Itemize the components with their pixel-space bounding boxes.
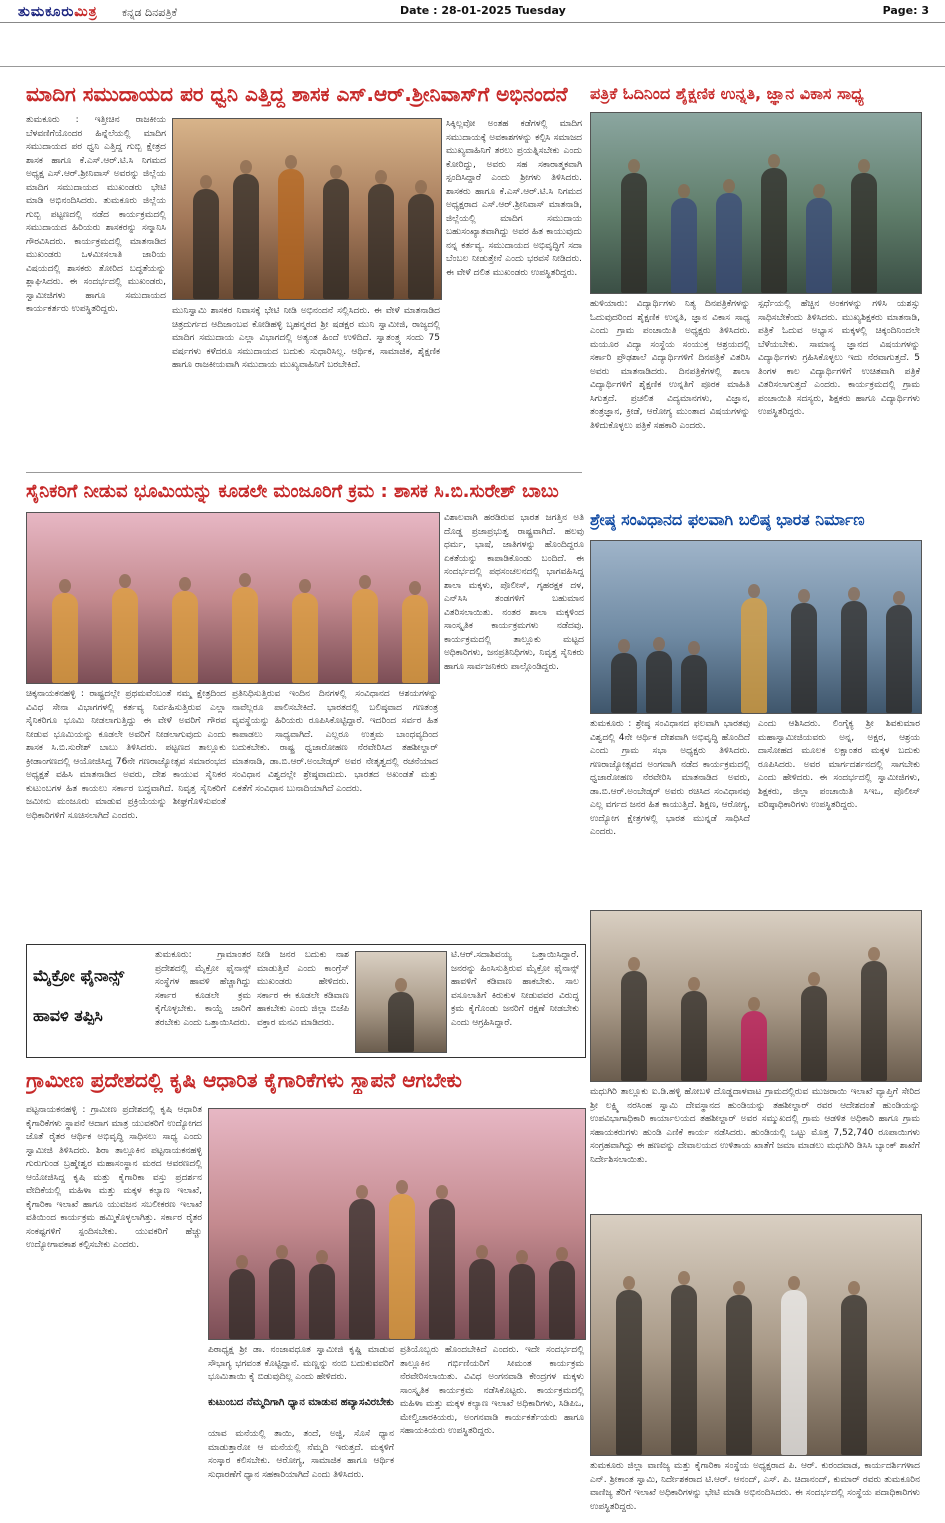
article4-headline: ಶ್ರೇಷ್ಠ ಸಂವಿಧಾನದ ಫಲವಾಗಿ ಬಲಿಷ್ಠ ಭಾರತ ನಿರ್ಮಾಣ — [590, 510, 865, 529]
page-number: Page: 3 — [882, 4, 929, 17]
article6-col2b: ಯಾವ ಮನೆಯಲ್ಲಿ ತಾಯಿ, ತಂದೆ, ಅಜ್ಜಿ, ಸೊಸೆ ಧ್ಯಾನ ಮಾಡುತ್ತಾರೋ ಆ ಮನೆಯಲ್ಲಿ ನೆಮ್ಮದಿ ಇರುತ್ತದೆ. ಮಕ್ಕಳಿಗೆ ಸಂಸ್ಕಾರ ಕಲಿಸಬೇಕು. ಆರೋಗ್ಯ, ಸಾಮಾಜಿಕ ಹಾಗೂ ಆರ್ಥಿಕ ಸುಧಾರಣೆಗೆ ಧ್ಯಾನ ಸಹಕಾರಿಯಾಗಿದೆ ಎಂದು ತಿಳಿಸಿದರು. — [208, 1429, 394, 1480]
article4-photo-ceremony — [590, 540, 922, 714]
article1-col1: ತುಮಕೂರು : ಇತ್ತೀಚಿನ ರಾಜಕೀಯ ಬೆಳವಣಿಗೆಯೊಂದರ ಹಿನ್ನೆಲೆಯಲ್ಲಿ ಮಾದಿಗ ಸಮುದಾಯದ ಪರ ಧ್ವನಿ ಎತ್ತಿದ್ದ ಗುಬ್ಬಿ ಕ್ಷೇತ್ರದ ಶಾಸಕ ಹಾಗೂ ಕೆ.ಎಸ್.ಆರ್.ಟಿ.ಸಿ ನಿಗಮದ ಅಧ್ಯಕ್ಷ ಎಸ್.ಆರ್.ಶ್ರೀನಿವಾಸ್ ಅವರನ್ನು ಜಿಲ್ಲೆಯ ಮಾದಿಗ ಸಮುದಾಯದ ಮುಖಂಡರು ಭೇಟಿ ಮಾಡಿ ಅಭಿನಂದಿಸಿದರು. ತುಮಕೂರು ಜಿಲ್ಲೆಯ ಗುಬ್ಬಿ ಪಟ್ಟಣದಲ್ಲಿ ನಡೆದ ಕಾರ್ಯಕ್ರಮದಲ್ಲಿ ಸಮುದಾಯದ ಹಿರಿಯರು ಶಾಸಕರನ್ನು ಸನ್ಮಾನಿಸಿ ಗೌರವಿಸಿದರು. ಕಾರ್ಯಕ್ರಮದಲ್ಲಿ ಮಾತನಾಡಿದ ಮುಖಂಡರು ಒಳಮೀಸಲಾತಿ ಜಾರಿಯ ವಿಷಯದಲ್ಲಿ ಶಾಸಕರು ತೋರಿದ ಬದ್ಧತೆಯನ್ನು ಶ್ಲಾಘಿಸಿದರು. ಈ ಸಂದರ್ಭದಲ್ಲಿ ಮುಖಂಡರು, ಸ್ವಾಮೀಜಿಗಳು ಹಾಗೂ ಸಮುದಾಯದ ಕಾರ್ಯಕರ್ತರು ಉಪಸ್ಥಿತರಿದ್ದರು. — [26, 115, 166, 314]
article1-col3: ಸಿಕ್ಕಿಲ್ಲವೋ ಅಂತಹ ಕಡೆಗಳಲ್ಲಿ ಮಾದಿಗ ಸಮುದಾಯಕ್ಕೆ ಅವಕಾಶಗಳನ್ನು ಕಲ್ಪಿಸಿ ಸಮಾಜದ ಮುಖ್ಯವಾಹಿನಿಗೆ ತರಲು ಪ್ರಯತ್ನಿಸಬೇಕು ಎಂದು ಕೋರಿದ್ದು, ಅವರು ಸಹ ಸಕಾರಾತ್ಮಕವಾಗಿ ಸ್ಪಂದಿಸಿದ್ದಾರೆ ಎಂದು ಶ್ರೀಗಳು ತಿಳಿಸಿದರು. ಶಾಸಕರು ಹಾಗೂ ಕೆ.ಎಸ್.ಆರ್.ಟಿ.ಸಿ ನಿಗಮದ ಅಧ್ಯಕ್ಷರಾದ ಎಸ್.ಆರ್.ಶ್ರೀನಿವಾಸ್ ಮಾತನಾಡಿ, ಜಿಲ್ಲೆಯಲ್ಲಿ ಮಾದಿಗ ಸಮುದಾಯ ಬಹುಸಂಖ್ಯಾತವಾಗಿದ್ದು ಅವರ ಹಿತ ಕಾಯುವುದು ನನ್ನ ಕರ್ತವ್ಯ. ಸಮುದಾಯದ ಅಭಿವೃದ್ಧಿಗೆ ಸದಾ ಬೆಂಬಲ ನೀಡುತ್ತೇನೆ ಎಂದು ಭರವಸೆ ನೀಡಿದರು. ಈ ವೇಳೆ ದಲಿತ ಮುಖಂಡರು ಉಪಸ್ಥಿತರಿದ್ದರು. — [446, 119, 582, 278]
microfinance-box — [26, 944, 586, 1058]
microfinance-col1: ತುಮಕೂರು: ಗ್ರಾಮಾಂತರ ಪ್ರದೇಶದಲ್ಲಿ ಮೈಕ್ರೋ ಫೈನಾನ್ಸ್ ಸಂಸ್ಥೆಗಳ ಹಾವಳಿ ಹೆಚ್ಚಾಗಿದ್ದು ಸರ್ಕಾರ ಕೂಡಲೇ ಕ್ರಮ ಕೈಗೊಳ್ಳಬೇಕು. ಕಾಯ್ದೆ ಜಾರಿಗೆ ತರಬೇಕು ಎಂದು ಒತ್ತಾಯಿಸಿದರು. — [155, 950, 251, 1028]
masthead-subtitle: ಕನ್ನಡ ದಿನಪತ್ರಿಕೆ — [122, 6, 178, 19]
hundi-photo — [590, 910, 922, 1082]
microfinance-headline-2: ಹಾವಳಿ ತಪ್ಪಿಸಿ — [33, 1006, 103, 1025]
article1-col2: ಮುನಿಸ್ವಾಮಿ ಶಾಸಕರ ನಿವಾಸಕ್ಕೆ ಭೇಟಿ ನೀಡಿ ಅಭಿನಂದನೆ ಸಲ್ಲಿಸಿದರು. ಈ ವೇಳೆ ಮಾತನಾಡಿದ ಚಿತ್ರದುರ್ಗದ ಆದಿಜಾಂಬವ ಕೋಡಿಹಳ್ಳಿ ಬೃಹನ್ಮಠದ ಶ್ರೀ ಷಡಕ್ಷರ ಮುನಿ ಸ್ವಾಮೀಜಿ, ರಾಜ್ಯದಲ್ಲಿ ಮಾದಿಗ ಸಮುದಾಯ ಎಲ್ಲಾ ವಿಭಾಗದಲ್ಲಿ ಅತ್ಯಂತ ಹಿಂದೆ ಉಳಿದಿದೆ. ಸ್ವಾತಂತ್ರ್ಯ ಸಂದು 75 ವರ್ಷಗಳು ಕಳೆದರೂ ಸಮುದಾಯದ ಬದುಕು ಸುಧಾರಿಸಿಲ್ಲ. ಆರ್ಥಿಕ, ಸಾಮಾಜಿಕ, ಶೈಕ್ಷಣಿಕ ಹಾಗೂ ರಾಜಕೀಯವಾಗಿ ಸಮುದಾಯ ಮುಖ್ಯವಾಹಿನಿಗೆ ಬರಬೇಕಿದೆ. — [172, 306, 440, 370]
masthead — [0, 0, 945, 67]
article2-photo — [590, 112, 922, 294]
article6-col3: ಪ್ರತಿಯೊಬ್ಬರು ಹೊಂದಬೇಕಿದೆ ಎಂದರು. ಇದೇ ಸಂದರ್ಭದಲ್ಲಿ ತಾಲ್ಲೂಕಿನ ಗರ್ಭಿಣಿಯರಿಗೆ ಸೀಮಂತ ಕಾರ್ಯಕ್ರಮ ನೆರವೇರಿಸಲಾಯಿತು. ವಿವಿಧ ಅಂಗನವಾಡಿ ಕೇಂದ್ರಗಳ ಮಕ್ಕಳು ಸಾಂಸ್ಕೃತಿಕ ಕಾರ್ಯಕ್ರಮ ನಡೆಸಿಕೊಟ್ಟರು. ಕಾರ್ಯಕ್ರಮದಲ್ಲಿ ಮಹಿಳಾ ಮತ್ತು ಮಕ್ಕಳ ಕಲ್ಯಾಣ ಇಲಾಖೆ ಅಧಿಕಾರಿಗಳು, ಸಿಡಿಪಿಒ, ಮೇಲ್ವಿಚಾರಕಿಯರು, ಅಂಗನವಾಡಿ ಕಾರ್ಯಕರ್ತೆಯರು ಹಾಗೂ ಸಹಾಯಕಿಯರು ಉಪಸ್ಥಿತರಿದ್ದರು. — [400, 1345, 584, 1436]
title-part1: ತುಮಕೂರು — [18, 4, 75, 20]
microfinance-col2: ನೀಡಿ ಜನರ ಬದುಕು ನಾಶ ಮಾಡುತ್ತಿವೆ ಎಂದು ಕಾಂಗ್ರೆಸ್‌ ಮುಖಂಡರು ಹೇಳಿದರು. ಸರ್ಕಾರ ಈ ಕೂಡಲೇ ಕಡಿವಾಣ ಹಾಕಬೇಕು ಎಂದು ಜಿಲ್ಲಾ ಬಿಜೆಪಿ ವಕ್ತಾರ ಮನವಿ ಮಾಡಿದರು. — [257, 950, 349, 1028]
chamber-photo — [590, 1214, 922, 1456]
article3-photo — [26, 512, 440, 684]
article4-col2: ಎಂದು ಆಶಿಸಿದರು. ಲಿಂಗೈಕ್ಯ ಶ್ರೀ ಶಿವಕುಮಾರ ಮಹಾಸ್ವಾಮೀಜಿಯವರು ಅನ್ನ, ಅಕ್ಷರ, ಆಶ್ರಯ ದಾಸೋಹದ ಮೂಲಕ ಲಕ್ಷಾಂತರ ಮಕ್ಕಳ ಬದುಕು ರೂಪಿಸಿದರು. ಅವರ ಮಾರ್ಗದರ್ಶನದಲ್ಲಿ ಸಾಗಬೇಕು ಎಂದು ಹೇಳಿದರು. ಈ ಸಂದರ್ಭದಲ್ಲಿ ಸ್ವಾಮೀಜಿಗಳು, ಶಿಕ್ಷಕರು, ಜಿಲ್ಲಾ ಪಂಚಾಯಿತಿ ಸಿಇಒ, ಪೊಲೀಸ್ ವರಿಷ್ಠಾಧಿಕಾರಿಗಳು ಉಪಸ್ಥಿತರಿದ್ದರು. — [758, 719, 920, 810]
masthead-title — [18, 4, 98, 20]
article6-photo — [208, 1108, 586, 1340]
article1-photo — [172, 118, 442, 300]
article6-headline: ಗ್ರಾಮೀಣ ಪ್ರದೇಶದಲ್ಲಿ ಕೃಷಿ ಆಧಾರಿತ ಕೈಗಾರಿಕೆಗಳು ಸ್ಥಾಪನೆ ಆಗಬೇಕು — [26, 1068, 462, 1092]
article2-col2: ಸ್ಪರ್ಧೆಯಲ್ಲಿ ಹೆಚ್ಚಿನ ಅಂಕಗಳನ್ನು ಗಳಿಸಿ ಯಶಸ್ಸು ಸಾಧಿಸಬೇಕೆಂದು ತಿಳಿಸಿದರು. ಮುಖ್ಯಶಿಕ್ಷಕರು ಮಾತನಾಡಿ, ಪತ್ರಿಕೆ ಓದುವ ಅಭ್ಯಾಸ ಮಕ್ಕಳಲ್ಲಿ ಚಿಕ್ಕಂದಿನಿಂದಲೇ ಬೆಳೆಯಬೇಕು. ಸಾಮಾನ್ಯ ಜ್ಞಾನದ ವಿಷಯಗಳನ್ನು ವಿದ್ಯಾರ್ಥಿಗಳು ಗ್ರಹಿಸಿಕೊಳ್ಳಲು ಇದು ನೆರವಾಗುತ್ತದೆ. 5 ತಿಂಗಳ ಕಾಲ ವಿದ್ಯಾರ್ಥಿಗಳಿಗೆ ಉಚಿತವಾಗಿ ಪತ್ರಿಕೆ ವಿತರಿಸಲಾಗುತ್ತದೆ ಎಂದರು. ಕಾರ್ಯಕ್ರಮದಲ್ಲಿ ಗ್ರಾಮ ಪಂಚಾಯಿತಿ ಸದಸ್ಯರು, ಶಿಕ್ಷಕರು ಹಾಗೂ ವಿದ್ಯಾರ್ಥಿಗಳು ಉಪಸ್ಥಿತರಿದ್ದರು. — [758, 299, 920, 417]
hundi-caption: ಮಧುಗಿರಿ ತಾಲ್ಲೂಕು ಐ.ಡಿ.ಹಳ್ಳಿ ಹೋಬಳಿ ದೊಡ್ಡದಾಳವಾಟ ಗ್ರಾಮದಲ್ಲಿರುವ ಮುಜರಾಯಿ ಇಲಾಖೆ ವ್ಯಾಪ್ತಿಗೆ ಸೇರಿದ ಶ್ರೀ ಲಕ್ಷ್ಮಿ ನರಸಿಂಹ ಸ್ವಾಮಿ ದೇವಸ್ಥಾನದ ಹುಂಡಿಯನ್ನು ತಹಶೀಲ್ದಾರ್ ರವರ ಆದೇಶದಂತೆ ಹುಂಡಿಯನ್ನು ಉಪವಿಭಾಗಾಧಿಕಾರಿ ಕಾರ್ಯಾಲಯದ ತಹಶೀಲ್ದಾರ್ ಅವರ ಸಮ್ಮುಖದಲ್ಲಿ ಗ್ರಾಮ ಆಡಳಿತ ಅಧಿಕಾರಿ ಹಾಗೂ ಗ್ರಾಮ ಸಹಾಯಕರುಗಳು ಹುಂಡಿ ಎಣಿಕೆ ಕಾರ್ಯ ನಡೆಸಿದರು. ಹುಂಡಿಯಲ್ಲಿ ಒಟ್ಟು ಮೊತ್ತ 7,52,740 ರೂಪಾಯಿಗಳು ಸಂಗ್ರಹವಾಗಿದ್ದು ಈ ಹಣವನ್ನು ದೇವಾಲಯದ ಉಳಿತಾಯ ಖಾತೆಗೆ ಜಮಾ ಮಾಡಲು ಮಧುಗಿರಿ ಡಿಸಿಸಿ ಬ್ಯಾಂಕ್ ಶಾಖೆಗೆ ನಿರ್ದೇಶಿಸಲಾಯಿತು. — [590, 1087, 920, 1165]
microfinance-col3: ಟಿ.ಆರ್.ಸದಾಶಿವಯ್ಯ ಒತ್ತಾಯಿಸಿದ್ದಾರೆ. ಜನರನ್ನು ಹಿಂಸಿಸುತ್ತಿರುವ ಮೈಕ್ರೋ ಫೈನಾನ್ಸ್ ಹಾವಳಿಗೆ ಕಡಿವಾಣ ಹಾಕಬೇಕು. ಸಾಲ ವಸೂಲಾತಿಗೆ ಕಿರುಕುಳ ನೀಡುವವರ ವಿರುದ್ಧ ಕ್ರಮ ಕೈಗೊಂಡು ಜನರಿಗೆ ರಕ್ಷಣೆ ನೀಡಬೇಕು ಎಂದು ಆಗ್ರಹಿಸಿದ್ದಾರೆ. — [451, 950, 579, 1028]
article6-col1: ಪಟ್ಟನಾಯಕನಹಳ್ಳಿ : ಗ್ರಾಮೀಣ ಪ್ರದೇಶದಲ್ಲಿ ಕೃಷಿ ಆಧಾರಿತ ಕೈಗಾರಿಕೆಗಳು ಸ್ಥಾಪನೆ ಆದಾಗ ಮಾತ್ರ ಯುವಕರಿಗೆ ಉದ್ಯೋಗದ ಜೊತೆ ರೈತರ ಆರ್ಥಿಕ ಅಭಿವೃದ್ಧಿ ಸಾಧಿಸಲು ಸಾಧ್ಯ ಎಂದು ಸ್ವಾಮೀಜಿ ತಿಳಿಸಿದರು. ಶಿರಾ ತಾಲ್ಲೂಕಿನ ಪಟ್ಟನಾಯಕನಹಳ್ಳಿ ಗುರುಗುಂಡ ಬ್ರಹ್ಮೇಶ್ವರ ಮಹಾಸಂಸ್ಥಾನ ಮಠದ ಆವರಣದಲ್ಲಿ ಆಯೋಜಿಸಿದ್ದ ಕೃಷಿ ಮತ್ತು ಕೈಗಾರಿಕಾ ವಸ್ತು ಪ್ರದರ್ಶನ ವೇದಿಕೆಯಲ್ಲಿ ಮಹಿಳಾ ಮತ್ತು ಮಕ್ಕಳ ಕಲ್ಯಾಣ ಇಲಾಖೆ, ಕೈಗಾರಿಕಾ ಇಲಾಖೆ ಹಾಗೂ ಯುವಜನ ಸಬಲೀಕರಣ ಇಲಾಖೆ ವತಿಯಿಂದ ಕಾರ್ಯಕ್ರಮ ಹಮ್ಮಿಕೊಳ್ಳಲಾಗಿತ್ತು. ಸರ್ಕಾರ ರೈತರ ಸಂಕಷ್ಟಗಳಿಗೆ ಸ್ಪಂದಿಸಬೇಕು. ಯುವಕರಿಗೆ ಹೆಚ್ಚು ಉದ್ಯೋಗಾವಕಾಶ ಕಲ್ಪಿಸಬೇಕು ಎಂದರು. — [26, 1105, 202, 1250]
masthead-rule — [0, 22, 945, 23]
article2-col1: ಹುಳಿಯಾರು: ವಿದ್ಯಾರ್ಥಿಗಳು ನಿತ್ಯ ದಿನಪತ್ರಿಕೆಗಳನ್ನು ಓದುವುದರಿಂದ ಶೈಕ್ಷಣಿಕ ಉನ್ನತಿ, ಜ್ಞಾನ ವಿಕಾಸ ಸಾಧ್ಯ ಎಂದು ಗ್ರಾಮ ಪಂಚಾಯಿತಿ ಅಧ್ಯಕ್ಷರು ತಿಳಿಸಿದರು. ಮಯೂರ ವಿದ್ಯಾ ಸಂಸ್ಥೆಯ ಸಂಯುಕ್ತ ಆಶ್ರಯದಲ್ಲಿ ಸರ್ಕಾರಿ ಪ್ರೌಢಶಾಲೆ ವಿದ್ಯಾರ್ಥಿಗಳಿಗೆ ದಿನಪತ್ರಿಕೆ ವಿತರಿಸಿ ಅವರು ಮಾತನಾಡಿದರು. ದಿನಪತ್ರಿಕೆಗಳಲ್ಲಿ ಶಾಲಾ ವಿದ್ಯಾರ್ಥಿಗಳಿಗೆ ಶೈಕ್ಷಣಿಕ ಉನ್ನತಿಗೆ ಪೂರಕ ಮಾಹಿತಿ ಸಿಗುತ್ತದೆ. ಪ್ರಚಲಿತ ವಿದ್ಯಮಾನಗಳು, ವಿಜ್ಞಾನ, ತಂತ್ರಜ್ಞಾನ, ಕ್ರೀಡೆ, ಆರೋಗ್ಯ ಮುಂತಾದ ವಿಷಯಗಳನ್ನು ತಿಳಿದುಕೊಳ್ಳಲು ಪತ್ರಿಕೆ ಸಹಕಾರಿ ಎಂದರು. — [590, 299, 750, 431]
divider — [26, 472, 582, 473]
article3-col2: ಪ್ರತಿನಿಧಿಸುತ್ತಿರುವ ಇಂದಿನ ದಿನಗಳಲ್ಲಿ ಸಂವಿಧಾನದ ಆಶಯಗಳನ್ನು ನಾವೆಲ್ಲರೂ ಪಾಲಿಸಬೇಕಿದೆ. ಭಾರತದಲ್ಲಿ ಬಲಿಷ್ಠವಾದ ಗಣತಂತ್ರ ವ್ಯವಸ್ಥೆಯನ್ನು ಹಿರಿಯರು ರೂಪಿಸಿಕೊಟ್ಟಿದ್ದಾರೆ. ಇದರಿಂದ ಸರ್ವರ ಹಿತ ಕಾಪಾಡಲು ಸಾಧ್ಯವಾಗಿದೆ. ಎಲ್ಲರೂ ಉತ್ತಮ ಬಾಂಧವ್ಯದಿಂದ ಬದುಕಬೇಕು. ರಾಷ್ಟ್ರ ಧ್ವಜಾರೋಹಣ ನೆರವೇರಿಸಿದ ತಹಶೀಲ್ದಾರ್ ಮಾತನಾಡಿ, ಡಾ.ಬಿ.ಆರ್.ಅಂಬೇಡ್ಕರ್ ಅವರ ನೇತೃತ್ವದಲ್ಲಿ ರಚನೆಯಾದ ಸಂವಿಧಾನ ವಿಶ್ವದಲ್ಲೇ ಶ್ರೇಷ್ಠವಾದುದು. ಭಾರತದ ಅಖಂಡತೆ ಮತ್ತು ಏಕತೆಗೆ ಸಂವಿಧಾನ ಬುನಾದಿಯಾಗಿದೆ ಎಂದರು. — [232, 689, 438, 794]
article3-col1: ಚಿಕ್ಕನಾಯಕನಹಳ್ಳಿ : ರಾಷ್ಟ್ರದಲ್ಲೇ ಪ್ರಥಮವೆಂಬಂತೆ ನಮ್ಮ ಕ್ಷೇತ್ರದಿಂದ ವಿವಿಧ ಸೇನಾ ವಿಭಾಗಗಳಲ್ಲಿ ಕರ್ತವ್ಯ ನಿರ್ವಹಿಸುತ್ತಿರುವ ಎಲ್ಲಾ ಸೈನಿಕರಿಗೂ ಭೂಮಿ ನೀಡಲಾಗುತ್ತಿದ್ದು ಈ ವೇಳೆ ಅವರಿಗೆ ಗೌರವ ನೀಡುವ ಭೂಮಿಯನ್ನು ಕೂಡಲೇ ಅವರಿಗೆ ನೀಡಲಾಗುವುದು ಎಂದು ಶಾಸಕ ಸಿ.ಬಿ.ಸುರೇಶ್ ಬಾಬು ತಿಳಿಸಿದರು. ಪಟ್ಟಣದ ತಾಲ್ಲೂಕು ಕ್ರೀಡಾಂಗಣದಲ್ಲಿ ಆಯೋಜಿಸಿದ್ದ 76ನೇ ಗಣರಾಜ್ಯೋತ್ಸವ ಸಮಾರಂಭದ ಅಧ್ಯಕ್ಷತೆ ವಹಿಸಿ ಮಾತನಾಡಿದ ಅವರು, ದೇಶ ಕಾಯುವ ಸೈನಿಕರ ಕುಟುಂಬಗಳ ಹಿತ ಕಾಯಲು ಸರ್ಕಾರ ಬದ್ಧವಾಗಿದೆ. ನಿವೃತ್ತ ಸೈನಿಕರಿಗೆ ಜಮೀನು ಮಂಜೂರು ಮಾಡುವ ಪ್ರಕ್ರಿಯೆಯನ್ನು ಶೀಘ್ರಗೊಳಿಸುವಂತೆ ಅಧಿಕಾರಿಗಳಿಗೆ ಸೂಚಿಸಲಾಗಿದೆ ಎಂದರು. — [26, 689, 226, 821]
article4-col1: ತುಮಕೂರು : ಶ್ರೇಷ್ಠ ಸಂವಿಧಾನದ ಫಲವಾಗಿ ಭಾರತವು ವಿಶ್ವದಲ್ಲಿ 4ನೇ ಆರ್ಥಿಕ ದೇಶವಾಗಿ ಅಭಿವೃದ್ಧಿ ಹೊಂದಿದೆ ಎಂದು ಗ್ರಾಮ ಸಭಾ ಅಧ್ಯಕ್ಷರು ತಿಳಿಸಿದರು. ಗಣರಾಜ್ಯೋತ್ಸವದ ಅಂಗವಾಗಿ ನಡೆದ ಕಾರ್ಯಕ್ರಮದಲ್ಲಿ ಧ್ವಜಾರೋಹಣ ನೆರವೇರಿಸಿ ಮಾತನಾಡಿದ ಅವರು, ಡಾ.ಬಿ.ಆರ್.ಅಂಬೇಡ್ಕರ್ ಅವರು ರಚಿಸಿದ ಸಂವಿಧಾನವು ಎಲ್ಲ ವರ್ಗದ ಜನರ ಹಿತ ಕಾಯುತ್ತಿದೆ. ಶಿಕ್ಷಣ, ಆರೋಗ್ಯ, ಉದ್ಯೋಗ ಕ್ಷೇತ್ರಗಳಲ್ಲಿ ಭಾರತ ಮುನ್ನಡೆ ಸಾಧಿಸಿದೆ ಎಂದರು. — [590, 719, 750, 837]
article1-headline: ಮಾದಿಗ ಸಮುದಾಯದ ಪರ ಧ್ವನಿ ಎತ್ತಿದ್ದ ಶಾಸಕ ಎಸ್.ಆರ್.ಶ್ರೀನಿವಾಸ್‌ಗೆ ಅಭಿನಂದನೆ — [26, 82, 568, 106]
issue-date: Date : 28-01-2025 Tuesday — [400, 4, 566, 17]
chamber-caption: ತುಮಕೂರು ಜಿಲ್ಲಾ ವಾಣಿಜ್ಯ ಮತ್ತು ಕೈಗಾರಿಕಾ ಸಂಸ್ಥೆಯ ಅಧ್ಯಕ್ಷರಾದ ಪಿ. ಆರ್. ಕುರಂದವಾಡ, ಕಾರ್ಯದರ್ಶಿಗಳಾದ ಎನ್. ಶ್ರೀಕಾಂತ ಸ್ವಾಮಿ, ನಿರ್ದೇಶಕರಾದ ಟಿ.ಆರ್. ಆನಂದ್, ಎಸ್. ಪಿ. ಚಿದಾನಂದ್, ಕುಮಾರ್ ರವರು ತುಮಕೂರಿನ ವಾಣಿಜ್ಯ ತೆರಿಗೆ ಇಲಾಖೆ ಅಧಿಕಾರಿಗಳನ್ನು ಭೇಟಿ ಮಾಡಿ ಅಭಿನಂದಿಸಿದರು. ಈ ಸಂದರ್ಭದಲ್ಲಿ ಸಂಸ್ಥೆಯ ಪದಾಧಿಕಾರಿಗಳು ಉಪಸ್ಥಿತರಿದ್ದರು. — [590, 1461, 920, 1512]
article2-headline: ಪತ್ರಿಕೆ ಓದಿನಿಂದ ಶೈಕ್ಷಣಿಕ ಉನ್ನತಿ, ಜ್ಞಾನ ವಿಕಾಸ ಸಾಧ್ಯ — [590, 84, 864, 103]
article3-col3: ವಿಶಾಲವಾಗಿ ಹರಡಿರುವ ಭಾರತ ಜಗತ್ತಿನ ಅತಿ ದೊಡ್ಡ ಪ್ರಜಾಪ್ರಭುತ್ವ ರಾಷ್ಟ್ರವಾಗಿದೆ. ಹಲವು ಧರ್ಮ, ಭಾಷೆ, ಜಾತಿಗಳನ್ನು ಹೊಂದಿದ್ದರೂ ಏಕತೆಯನ್ನು ಕಾಪಾಡಿಕೊಂಡು ಬಂದಿದೆ. ಈ ಸಂದರ್ಭದಲ್ಲಿ ಪಥಸಂಚಲನದಲ್ಲಿ ಭಾಗವಹಿಸಿದ್ದ ಶಾಲಾ ಮಕ್ಕಳು, ಪೊಲೀಸ್, ಗೃಹರಕ್ಷಕ ದಳ, ಎನ್‌ಸಿಸಿ ತಂಡಗಳಿಗೆ ಬಹುಮಾನ ವಿತರಿಸಲಾಯಿತು. ನಂತರ ಶಾಲಾ ಮಕ್ಕಳಿಂದ ಸಾಂಸ್ಕೃತಿಕ ಕಾರ್ಯಕ್ರಮಗಳು ನಡೆದವು. ಕಾರ್ಯಕ್ರಮದಲ್ಲಿ ತಾಲ್ಲೂಕು ಮಟ್ಟದ ಅಧಿಕಾರಿಗಳು, ಜನಪ್ರತಿನಿಧಿಗಳು, ನಿವೃತ್ತ ಸೈನಿಕರು ಹಾಗೂ ಸಾರ್ವಜನಿಕರು ಪಾಲ್ಗೊಂಡಿದ್ದರು. — [444, 513, 584, 672]
article6-subhead: ಕುಟುಂಬದ ನೆಮ್ಮದಿಗಾಗಿ ಧ್ಯಾನ ಮಾಡುವ ಹವ್ಯಾಸವಿರಬೇಕು — [208, 1397, 394, 1408]
article6-col2: ಪಿಠಾಧ್ಯಕ್ಷ ಶ್ರೀ ಡಾ. ನಂಜಾವಧೂತ ಸ್ವಾಮೀಜಿ ಕೃಷ್ಣಿ ಮಾಡುವ ಸೌಭಾಗ್ಯ ಭಗವಂತ ಕೊಟ್ಟಿದ್ದಾನೆ. ಮಣ್ಣನ್ನು ನಂಬಿ ಬದುಕುವವರಿಗೆ ಭೂಮಿತಾಯಿ ಕೈ ಬಿಡುವುದಿಲ್ಲ ಎಂದು ಹೇಳಿದರು. — [208, 1345, 394, 1382]
title-part2: ಮಿತ್ರ — [74, 4, 98, 20]
article3-headline: ಸೈನಿಕರಿಗೆ ನೀಡುವ ಭೂಮಿಯನ್ನು ಕೂಡಲೇ ಮಂಜೂರಿಗೆ ಕ್ರಮ : ಶಾಸಕ ಸಿ.ಬಿ.ಸುರೇಶ್ ಬಾಬು — [26, 481, 559, 502]
microfinance-headline-1: ಮೈಕ್ರೋ ಫೈನಾನ್ಸ್ — [33, 966, 125, 985]
microfinance-portrait — [355, 951, 447, 1053]
